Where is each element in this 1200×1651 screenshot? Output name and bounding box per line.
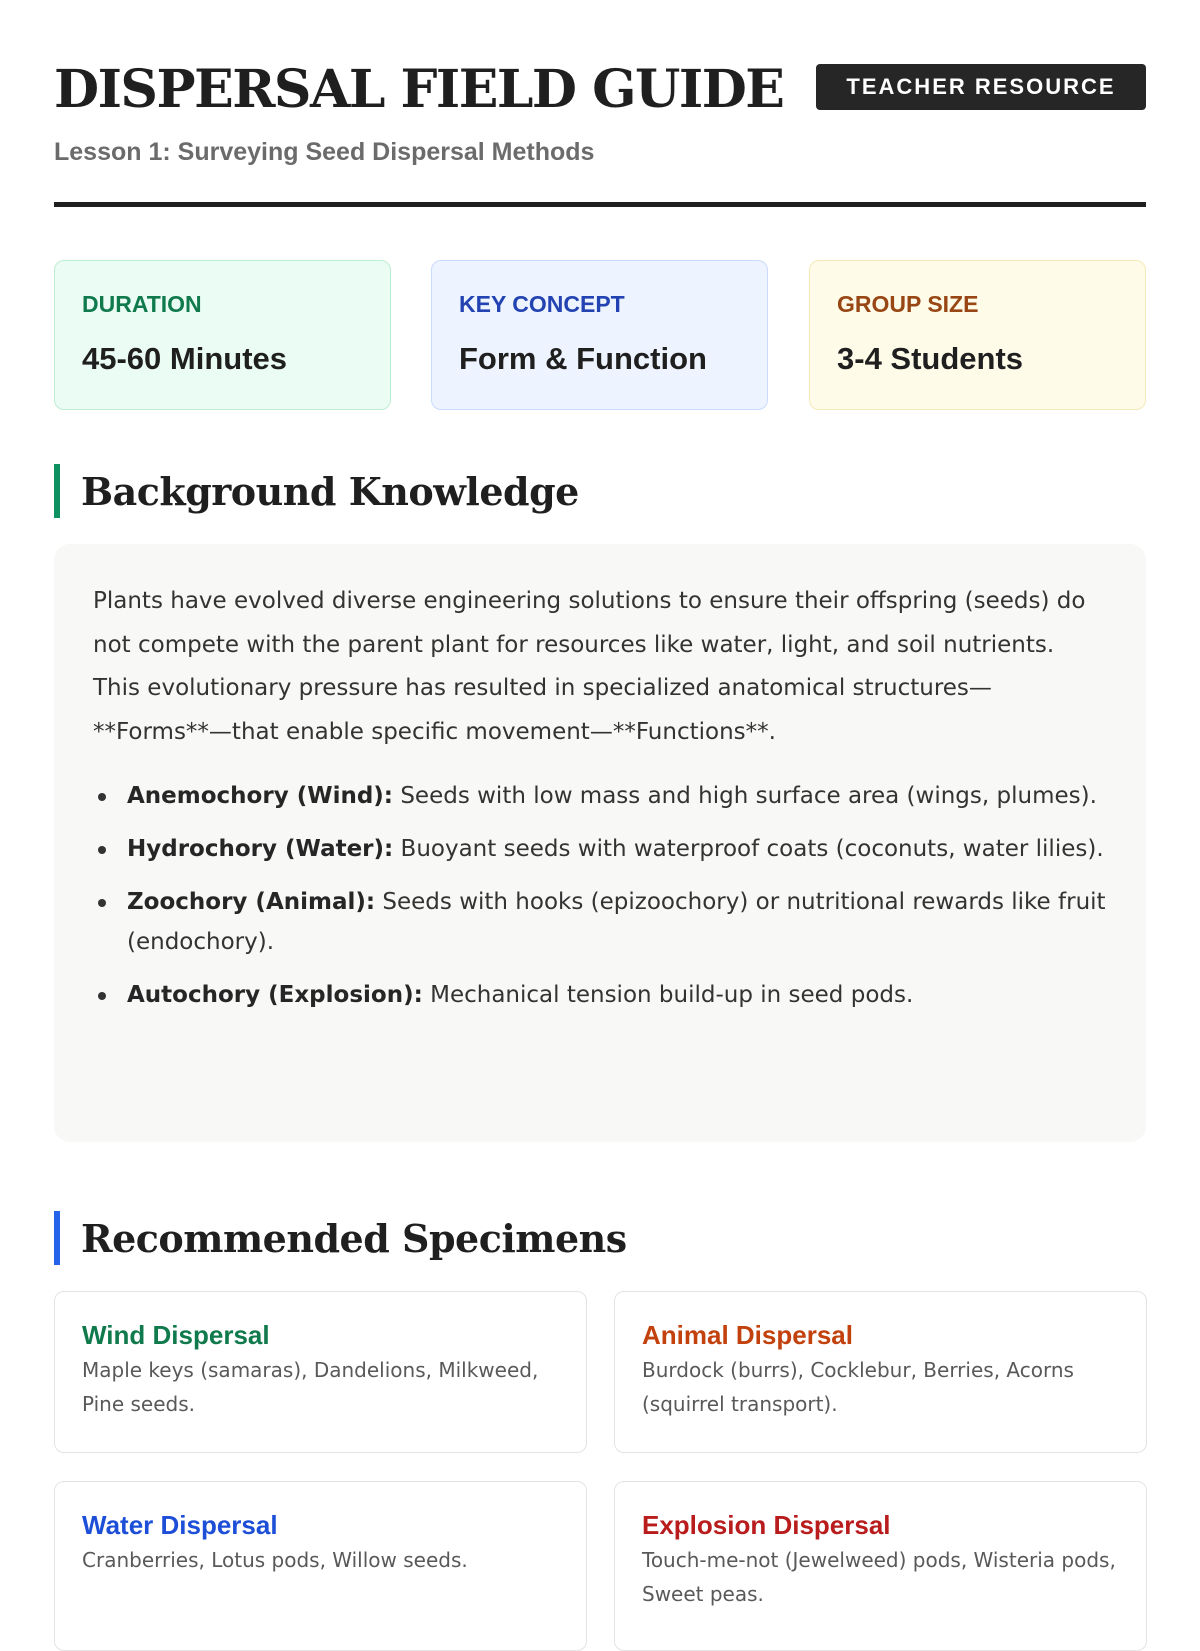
bullet-icon	[98, 992, 106, 1000]
list-item	[93, 882, 1107, 962]
specimen-card-text: Touch-me-not (Jewelweed) pods, Wisteria pods, Sweet peas.	[642, 1548, 1116, 1606]
duration-label: DURATION	[82, 291, 202, 317]
background-knowledge-heading	[54, 464, 579, 518]
specimens-heading-text: Recommended Specimens	[81, 1215, 627, 1261]
bullet-term: Hydrochory (Water):	[127, 836, 394, 862]
bullet-text: Seeds with low mass and high surface area (wings, plumes).	[393, 783, 1097, 809]
background-heading-text: Background Knowledge	[81, 468, 579, 514]
key-concept-card	[431, 260, 768, 410]
specimen-card-title: Wind Dispersal	[82, 1320, 270, 1350]
key-concept-value: Form & Function	[459, 341, 707, 376]
explosion-dispersal-card	[614, 1481, 1147, 1651]
background-panel	[54, 544, 1146, 1142]
list-item	[93, 776, 1107, 816]
list-item	[93, 829, 1107, 869]
bullet-term: Autochory (Explosion):	[127, 982, 423, 1008]
dispersal-types-list	[93, 776, 1107, 1015]
group-size-value: 3-4 Students	[837, 341, 1024, 376]
teacher-resource-badge: TEACHER RESOURCE	[816, 64, 1146, 110]
bullet-text: Buoyant seeds with waterproof coats (coconuts, water lilies).	[393, 836, 1104, 862]
water-dispersal-card	[54, 1481, 587, 1651]
bullet-text: Seeds with hooks (epizoochory) or nutritional rewards like fruit (endochory).	[127, 889, 1106, 955]
page-header	[54, 0, 1146, 207]
specimen-card-title: Animal Dispersal	[642, 1320, 853, 1350]
section-accent-bar	[54, 1211, 60, 1265]
specimen-card-text: Burdock (burrs), Cocklebur, Berries, Acorns (squirrel transport).	[642, 1358, 1074, 1416]
specimen-card-title: Explosion Dispersal	[642, 1510, 891, 1540]
page-subtitle: Lesson 1: Surveying Seed Dispersal Methods	[54, 138, 595, 166]
bullet-icon	[98, 899, 106, 907]
duration-card	[54, 260, 391, 410]
specimen-card-text: Cranberries, Lotus pods, Willow seeds.	[82, 1548, 468, 1572]
background-intro: Plants have evolved diverse engineering solutions to ensure their offspring (seeds) do not compete with the parent plant for resources like water, light, and soil nutrients. This evolutionary pressure has resulted in specialized anatomical structures—**Forms**—that enable specific movement—**Functions**.	[93, 588, 1086, 745]
wind-dispersal-card	[54, 1291, 587, 1453]
group-size-label: GROUP SIZE	[837, 291, 979, 317]
bullet-icon	[98, 793, 106, 801]
group-size-card	[809, 260, 1146, 410]
specimen-card-title: Water Dispersal	[82, 1510, 278, 1540]
recommended-specimens-heading	[54, 1211, 627, 1265]
specimen-card-text: Maple keys (samaras), Dandelions, Milkweed, Pine seeds.	[82, 1358, 539, 1416]
section-accent-bar	[54, 464, 60, 518]
animal-dispersal-card	[614, 1291, 1147, 1453]
key-concept-label: KEY CONCEPT	[459, 291, 625, 317]
list-item	[93, 975, 1107, 1015]
duration-value: 45-60 Minutes	[82, 341, 288, 376]
bullet-term: Zoochory (Animal):	[127, 889, 376, 915]
page-title: DISPERSAL FIELD GUIDE	[54, 59, 784, 120]
bullet-term: Anemochory (Wind):	[127, 783, 394, 809]
bullet-text: Mechanical tension build-up in seed pods.	[422, 982, 914, 1008]
bullet-icon	[98, 846, 106, 854]
lesson-stats	[54, 260, 1146, 410]
